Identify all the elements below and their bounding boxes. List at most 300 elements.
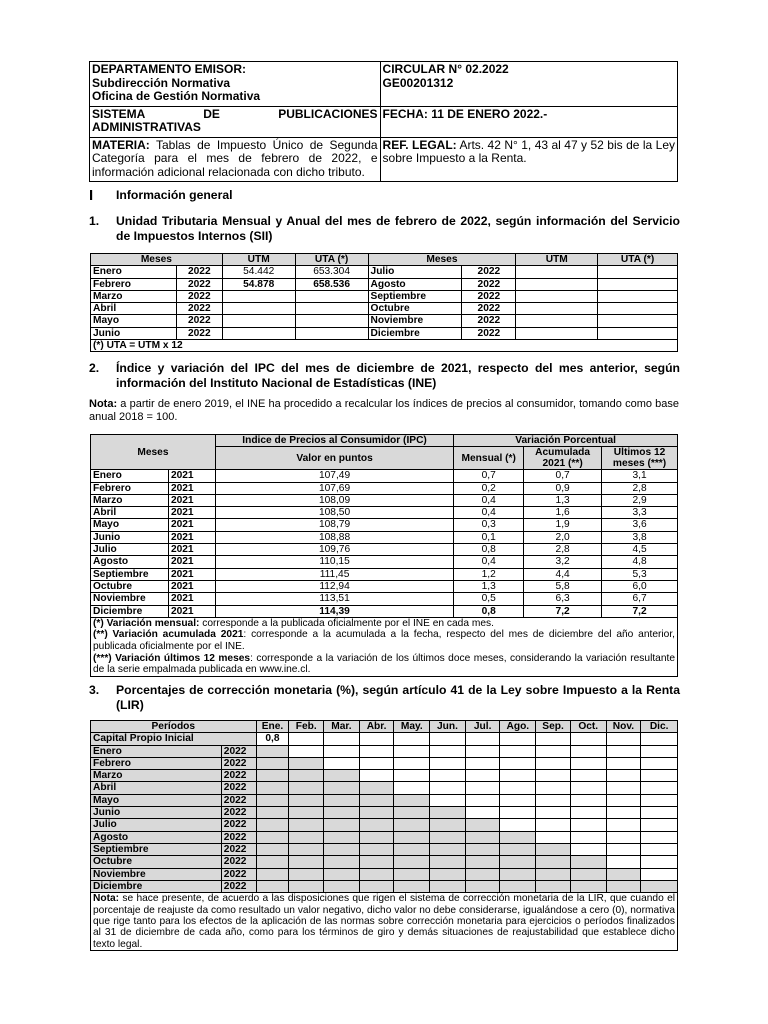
- value-cell: [324, 782, 360, 794]
- value-cell: [465, 782, 500, 794]
- value-cell: [465, 807, 500, 819]
- value-cell: [570, 843, 606, 855]
- ipc-table: [90, 434, 678, 677]
- empty-cell: [465, 733, 500, 745]
- value-cell: [606, 856, 641, 868]
- section-general-info-heading: I Información general: [89, 187, 233, 204]
- month-cell: Enero: [91, 266, 177, 278]
- month-cell: Febrero: [91, 757, 222, 769]
- year-cell: 2021: [168, 605, 215, 617]
- monthly-var-cell: 0,4: [454, 556, 524, 568]
- table-row: [91, 868, 678, 880]
- value-cell: [289, 856, 324, 868]
- table-row: [91, 266, 678, 278]
- column-header: Oct.: [570, 721, 606, 733]
- year-cell: 2022: [221, 745, 256, 757]
- capital-ene-value: 0,8: [256, 733, 289, 745]
- value-cell: [500, 819, 536, 831]
- value-cell: [256, 782, 289, 794]
- value-cell: [570, 794, 606, 806]
- value-cell: [289, 868, 324, 880]
- year-cell: 2022: [221, 843, 256, 855]
- value-cell: [570, 807, 606, 819]
- accum-var-cell: 1,6: [524, 507, 602, 519]
- value-cell: [359, 782, 394, 794]
- uta-cell: [295, 327, 368, 339]
- value-cell: [324, 794, 360, 806]
- last12-var-cell: 2,8: [602, 482, 678, 494]
- table-row: [91, 494, 678, 506]
- accum-var-cell: 7,2: [524, 605, 602, 617]
- ipc-value-cell: 108,88: [215, 531, 453, 543]
- value-cell: [289, 843, 324, 855]
- table-row: [91, 782, 678, 794]
- value-cell: [359, 880, 394, 892]
- value-cell: [394, 782, 430, 794]
- table-row: [91, 290, 678, 302]
- column-header: Acumulada 2021 (**): [524, 447, 602, 470]
- value-cell: [465, 770, 500, 782]
- utm-cell: [516, 327, 598, 339]
- utm-cell: 54.878: [222, 278, 295, 290]
- month-cell: Junio: [91, 327, 177, 339]
- ipc-value-cell: 114,39: [215, 605, 453, 617]
- value-cell: [570, 745, 606, 757]
- year-cell: 2022: [221, 831, 256, 843]
- column-header: UTM: [516, 254, 598, 266]
- value-cell: [256, 880, 289, 892]
- monthly-var-cell: 1,2: [454, 568, 524, 580]
- value-cell: [570, 868, 606, 880]
- value-cell: [465, 794, 500, 806]
- value-cell: [536, 831, 571, 843]
- table-row: [91, 519, 678, 531]
- value-cell: [430, 782, 466, 794]
- monthly-var-cell: 0,8: [454, 605, 524, 617]
- utm-cell: [222, 303, 295, 315]
- last12-var-cell: 3,8: [602, 531, 678, 543]
- accum-var-cell: 1,9: [524, 519, 602, 531]
- table-row: [91, 770, 678, 782]
- value-cell: [359, 856, 394, 868]
- month-cell: Julio: [91, 819, 222, 831]
- value-cell: [394, 856, 430, 868]
- subject: MATERIA: Tablas de Impuesto Único de Segunda Categoría para el mes de febrero de 2022, e información adicional relacionada con dicho tributo.: [90, 137, 381, 182]
- uta-cell: [295, 290, 368, 302]
- year-cell: 2022: [462, 327, 516, 339]
- value-cell: [359, 757, 394, 769]
- value-cell: [606, 757, 641, 769]
- value-cell: [394, 757, 430, 769]
- value-cell: [359, 831, 394, 843]
- empty-cell: [606, 733, 641, 745]
- ipc-value-cell: 112,94: [215, 580, 453, 592]
- value-cell: [465, 745, 500, 757]
- value-cell: [536, 745, 571, 757]
- column-header: Nov.: [606, 721, 641, 733]
- utm-cell: [222, 327, 295, 339]
- year-cell: 2022: [221, 880, 256, 892]
- month-cell: Marzo: [91, 770, 222, 782]
- year-cell: 2021: [168, 593, 215, 605]
- accum-var-cell: 5,8: [524, 580, 602, 592]
- uta-cell: [295, 303, 368, 315]
- month-cell: Julio: [91, 544, 169, 556]
- value-cell: [606, 807, 641, 819]
- column-header: Ene.: [256, 721, 289, 733]
- month-cell: Octubre: [368, 303, 462, 315]
- column-header: Sep.: [536, 721, 571, 733]
- value-cell: [536, 868, 571, 880]
- ipc-value-cell: 107,69: [215, 482, 453, 494]
- last12-var-cell: 2,9: [602, 494, 678, 506]
- value-cell: [641, 868, 678, 880]
- monthly-var-cell: 0,4: [454, 507, 524, 519]
- value-cell: [465, 880, 500, 892]
- month-cell: Marzo: [91, 290, 177, 302]
- accum-var-cell: 2,0: [524, 531, 602, 543]
- month-cell: Diciembre: [91, 605, 169, 617]
- value-cell: [606, 819, 641, 831]
- value-cell: [641, 745, 678, 757]
- utm-cell: 54.442: [222, 266, 295, 278]
- column-header: Períodos: [91, 721, 257, 733]
- section-2-heading: 2. Índice y variación del IPC del mes de diciembre de 2021, respecto del mes anterior, según información del Instituto Nacional de Estadísticas (INE): [89, 361, 680, 390]
- value-cell: [256, 757, 289, 769]
- utm-cell: [516, 290, 598, 302]
- value-cell: [641, 831, 678, 843]
- utm-uta-table: [90, 253, 678, 352]
- ipc-base-note: Nota: a partir de enero 2019, el INE ha procedido a recalcular los índices de precios al consumidor, tomando como base anual 2018 = 100.: [89, 398, 679, 423]
- year-cell: 2021: [168, 531, 215, 543]
- value-cell: [394, 745, 430, 757]
- column-header: Ultimos 12 meses (***): [602, 447, 678, 470]
- accum-var-cell: 2,8: [524, 544, 602, 556]
- monthly-var-cell: 0,2: [454, 482, 524, 494]
- value-cell: [606, 745, 641, 757]
- year-cell: 2022: [462, 315, 516, 327]
- value-cell: [570, 757, 606, 769]
- utm-cell: [222, 315, 295, 327]
- empty-cell: [394, 733, 430, 745]
- column-header: Meses: [91, 435, 216, 470]
- table-row: [91, 470, 678, 482]
- table-row: [91, 745, 678, 757]
- value-cell: [606, 843, 641, 855]
- utm-cell: [516, 315, 598, 327]
- empty-cell: [359, 733, 394, 745]
- value-cell: [289, 819, 324, 831]
- value-cell: [394, 770, 430, 782]
- table-row: [91, 327, 678, 339]
- value-cell: [430, 757, 466, 769]
- utm-cell: [516, 278, 598, 290]
- value-cell: [465, 757, 500, 769]
- year-cell: 2022: [462, 266, 516, 278]
- table-row: [91, 843, 678, 855]
- value-cell: [570, 782, 606, 794]
- ipc-footnotes: (*) Variación mensual: corresponde a la publicada oficialmente por el INE en cada mes. (**) Variación acumulada 2021: corresponde a la acumulada a la fecha, respecto del mes de diciembre del año anterior, publicada oficialmente por el INE. (***) Variación últimos 12 meses: corresponde a la variación de los últimos doce meses, considerando la variación resultante de la serie empalmada publicada en www.ine.cl.: [91, 617, 678, 676]
- value-cell: [430, 880, 466, 892]
- column-header: Valor en puntos: [215, 447, 453, 470]
- month-cell: Agosto: [91, 556, 169, 568]
- year-cell: 2022: [176, 266, 222, 278]
- value-cell: [606, 794, 641, 806]
- table-row: [91, 807, 678, 819]
- month-cell: Noviembre: [368, 315, 462, 327]
- value-cell: [256, 819, 289, 831]
- month-cell: Enero: [91, 745, 222, 757]
- table-row: [91, 556, 678, 568]
- value-cell: [641, 807, 678, 819]
- table-row: [91, 757, 678, 769]
- month-cell: Mayo: [91, 315, 177, 327]
- uta-cell: [295, 315, 368, 327]
- accum-var-cell: 0,9: [524, 482, 602, 494]
- table-row: [91, 880, 678, 892]
- year-cell: 2022: [176, 303, 222, 315]
- value-cell: [289, 831, 324, 843]
- column-header: UTA (*): [295, 254, 368, 266]
- value-cell: [536, 782, 571, 794]
- ipc-value-cell: 113,51: [215, 593, 453, 605]
- month-cell: Junio: [91, 531, 169, 543]
- month-cell: Diciembre: [91, 880, 222, 892]
- value-cell: [394, 868, 430, 880]
- value-cell: [500, 868, 536, 880]
- column-header: UTM: [222, 254, 295, 266]
- column-header: Jul.: [465, 721, 500, 733]
- value-cell: [430, 831, 466, 843]
- value-cell: [465, 831, 500, 843]
- accum-var-cell: 3,2: [524, 556, 602, 568]
- value-cell: [570, 831, 606, 843]
- value-cell: [394, 807, 430, 819]
- last12-var-cell: 3,3: [602, 507, 678, 519]
- table-row: [91, 794, 678, 806]
- year-cell: 2021: [168, 482, 215, 494]
- value-cell: [606, 880, 641, 892]
- month-cell: Febrero: [91, 278, 177, 290]
- value-cell: [256, 831, 289, 843]
- value-cell: [359, 868, 394, 880]
- month-cell: Noviembre: [91, 593, 169, 605]
- value-cell: [324, 856, 360, 868]
- value-cell: [641, 770, 678, 782]
- column-header: Dic.: [641, 721, 678, 733]
- value-cell: [256, 868, 289, 880]
- value-cell: [289, 807, 324, 819]
- monthly-var-cell: 0,3: [454, 519, 524, 531]
- value-cell: [465, 868, 500, 880]
- last12-var-cell: 3,6: [602, 519, 678, 531]
- year-cell: 2022: [176, 278, 222, 290]
- value-cell: [359, 843, 394, 855]
- last12-var-cell: 7,2: [602, 605, 678, 617]
- ipc-value-cell: 109,76: [215, 544, 453, 556]
- uta-cell: 653.304: [295, 266, 368, 278]
- month-cell: Abril: [91, 507, 169, 519]
- month-cell: Agosto: [368, 278, 462, 290]
- value-cell: [536, 843, 571, 855]
- value-cell: [570, 880, 606, 892]
- value-cell: [430, 770, 466, 782]
- value-cell: [641, 794, 678, 806]
- uta-cell: [598, 278, 678, 290]
- column-header: Feb.: [289, 721, 324, 733]
- value-cell: [430, 819, 466, 831]
- value-cell: [289, 745, 324, 757]
- value-cell: [641, 757, 678, 769]
- month-cell: Octubre: [91, 580, 169, 592]
- value-cell: [394, 819, 430, 831]
- value-cell: [570, 856, 606, 868]
- year-cell: 2022: [221, 770, 256, 782]
- column-header: Meses: [368, 254, 516, 266]
- monthly-var-cell: 0,4: [454, 494, 524, 506]
- year-cell: 2021: [168, 507, 215, 519]
- month-cell: Agosto: [91, 831, 222, 843]
- month-cell: Septiembre: [368, 290, 462, 302]
- year-cell: 2022: [176, 327, 222, 339]
- month-cell: Enero: [91, 470, 169, 482]
- monthly-var-cell: 1,3: [454, 580, 524, 592]
- value-cell: [256, 745, 289, 757]
- year-cell: 2022: [221, 868, 256, 880]
- accum-var-cell: 0,7: [524, 470, 602, 482]
- table-row: [91, 831, 678, 843]
- uta-cell: [598, 303, 678, 315]
- value-cell: [324, 807, 360, 819]
- value-cell: [641, 819, 678, 831]
- empty-cell: [570, 733, 606, 745]
- section-1-heading: 1. Unidad Tributaria Mensual y Anual del mes de febrero de 2022, según información del Servicio de Impuestos Internos (SII): [89, 214, 680, 243]
- table-row: [91, 605, 678, 617]
- empty-cell: [536, 733, 571, 745]
- year-cell: 2022: [462, 278, 516, 290]
- circular-date: FECHA: 11 DE ENERO 2022.-: [380, 106, 677, 137]
- table-row: [91, 303, 678, 315]
- system-label: SISTEMA DE PUBLICACIONES ADMINISTRATIVAS: [90, 106, 381, 137]
- year-cell: 2022: [221, 757, 256, 769]
- value-cell: [536, 819, 571, 831]
- value-cell: [256, 843, 289, 855]
- last12-var-cell: 4,8: [602, 556, 678, 568]
- last12-var-cell: 6,0: [602, 580, 678, 592]
- year-cell: 2021: [168, 494, 215, 506]
- issuing-department: DEPARTAMENTO EMISOR: Subdirección Normativa Oficina de Gestión Normativa: [90, 62, 381, 107]
- value-cell: [465, 843, 500, 855]
- month-cell: Noviembre: [91, 868, 222, 880]
- value-cell: [289, 770, 324, 782]
- table-row: [91, 531, 678, 543]
- value-cell: [500, 782, 536, 794]
- month-cell: Septiembre: [91, 568, 169, 580]
- table-row: [91, 544, 678, 556]
- value-cell: [536, 757, 571, 769]
- ipc-value-cell: 107,49: [215, 470, 453, 482]
- ipc-value-cell: 108,09: [215, 494, 453, 506]
- monthly-var-cell: 0,8: [454, 544, 524, 556]
- value-cell: [641, 880, 678, 892]
- month-cell: Abril: [91, 303, 177, 315]
- value-cell: [465, 856, 500, 868]
- value-cell: [536, 794, 571, 806]
- monthly-var-cell: 0,5: [454, 593, 524, 605]
- section-3-heading: 3. Porcentajes de corrección monetaria (%), según artículo 41 de la Ley sobre Impuesto a la Renta (LIR): [89, 683, 680, 712]
- value-cell: [324, 868, 360, 880]
- month-cell: Abril: [91, 782, 222, 794]
- uta-cell: [598, 315, 678, 327]
- month-cell: Marzo: [91, 494, 169, 506]
- column-header: May.: [394, 721, 430, 733]
- value-cell: [500, 745, 536, 757]
- value-cell: [324, 880, 360, 892]
- table-row: [91, 580, 678, 592]
- value-cell: [536, 856, 571, 868]
- value-cell: [606, 770, 641, 782]
- value-cell: [570, 770, 606, 782]
- year-cell: 2021: [168, 519, 215, 531]
- year-cell: 2022: [221, 856, 256, 868]
- year-cell: 2021: [168, 470, 215, 482]
- value-cell: [536, 807, 571, 819]
- value-cell: [465, 819, 500, 831]
- capital-label: Capital Propio Inicial: [91, 733, 257, 745]
- value-cell: [430, 868, 466, 880]
- last12-var-cell: 6,7: [602, 593, 678, 605]
- correction-note: Nota: se hace presente, de acuerdo a las disposiciones que rigen el sistema de corrección monetaria de la LIR, que cuando el porcentaje de reajuste da como resultado un valor negativo, dicho valor no debe considerarse, igualándose a cero (0), normativa que rige tanto para los efectos de la aplicación de las normas sobre corrección monetaria para ejercicios o períodos finalizados al 31 de diciembre de cada año, como para los términos de giro y demás situaciones de reajustabilidad que establece dicho texto legal.: [91, 893, 678, 951]
- table-row: [91, 856, 678, 868]
- month-cell: Febrero: [91, 482, 169, 494]
- column-header: Jun.: [430, 721, 466, 733]
- ipc-value-cell: 111,45: [215, 568, 453, 580]
- year-cell: 2022: [221, 782, 256, 794]
- month-cell: Mayo: [91, 519, 169, 531]
- month-cell: Junio: [91, 807, 222, 819]
- value-cell: [256, 856, 289, 868]
- year-cell: 2021: [168, 568, 215, 580]
- column-header: Mensual (*): [454, 447, 524, 470]
- column-header: UTA (*): [598, 254, 678, 266]
- year-cell: 2022: [221, 794, 256, 806]
- value-cell: [359, 794, 394, 806]
- value-cell: [324, 843, 360, 855]
- value-cell: [289, 794, 324, 806]
- last12-var-cell: 3,1: [602, 470, 678, 482]
- circular-number: CIRCULAR N° 02.2022 GE00201312: [380, 62, 677, 107]
- value-cell: [359, 807, 394, 819]
- uta-cell: [598, 327, 678, 339]
- value-cell: [359, 819, 394, 831]
- empty-cell: [324, 733, 360, 745]
- value-cell: [289, 757, 324, 769]
- table-row: [91, 593, 678, 605]
- year-cell: 2022: [462, 303, 516, 315]
- year-cell: 2021: [168, 580, 215, 592]
- utm-cell: [516, 303, 598, 315]
- table-row: [91, 507, 678, 519]
- accum-var-cell: 6,3: [524, 593, 602, 605]
- value-cell: [570, 819, 606, 831]
- value-cell: [324, 831, 360, 843]
- value-cell: [394, 831, 430, 843]
- value-cell: [430, 794, 466, 806]
- value-cell: [500, 770, 536, 782]
- value-cell: [359, 770, 394, 782]
- value-cell: [606, 868, 641, 880]
- value-cell: [394, 794, 430, 806]
